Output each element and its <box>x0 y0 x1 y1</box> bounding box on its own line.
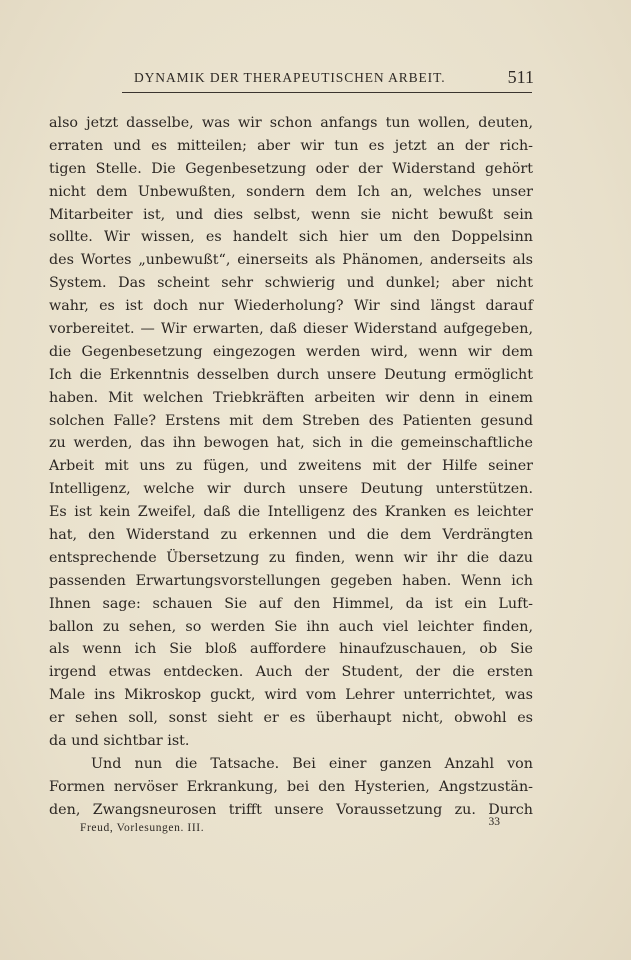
text-line: irgend etwas entdecken. Auch der Student, der die ersten <box>49 664 533 681</box>
text-line: Mitarbeiter ist, und dies selbst, wenn sie nicht bewußt sein <box>49 206 533 223</box>
text-line: vorbereitet. — Wir erwarten, daß dieser Widerstand aufgegeben, <box>49 321 533 338</box>
text-line: passenden Erwartungsvorstellungen gegeben haben. Wenn ich <box>49 572 533 589</box>
text-line: entsprechende Übersetzung zu finden, wenn wir ihr die dazu <box>49 549 533 566</box>
text-line: Ich die Erkenntnis desselben durch unsere Deutung ermöglicht <box>49 366 533 383</box>
running-head <box>124 66 534 90</box>
text-line: er sehen soll, sonst sieht er es überhaupt nicht, obwohl es <box>49 710 533 727</box>
text-line: nicht dem Unbewußten, sondern dem Ich an, welches unser <box>49 183 533 200</box>
text-line: hat, den Widerstand zu erkennen und die dem Verdrängten <box>49 527 533 544</box>
paragraph-1 <box>49 112 533 753</box>
text-line: Intelligenz, welche wir durch unsere Deutung unterstützen. <box>49 481 533 498</box>
text-line: wahr, es ist doch nur Wiederholung? Wir sind längst darauf <box>49 298 533 315</box>
text-line: da und sichtbar ist. <box>49 733 190 750</box>
page-number: 511 <box>507 67 534 87</box>
sheet-number: 33 <box>488 816 500 828</box>
text-line: tigen Stelle. Die Gegenbesetzung oder der Widerstand gehört <box>49 160 533 177</box>
text-line: also jetzt dasselbe, was wir schon anfangs tun wollen, deuten, <box>49 115 533 131</box>
text-line: Es ist kein Zweifel, daß die Intelligenz des Kranken es leichter <box>49 504 533 521</box>
text-line: solchen Falle? Erstens mit dem Streben des Patienten gesund <box>49 412 533 429</box>
text-line: zu werden, das ihn bewogen hat, sich in die gemeinschaftliche <box>49 435 533 452</box>
text-line: die Gegenbesetzung eingezogen werden wird, wenn wir dem <box>49 343 533 360</box>
text-line: Und nun die Tatsache. Bei einer ganzen Anzahl von <box>91 755 533 772</box>
text-line: ballon zu sehen, so werden Sie ihn auch viel leichter finden, <box>49 618 533 635</box>
text-line: Ihnen sage: schauen Sie auf den Himmel, da ist ein Luft- <box>49 595 533 612</box>
header-rule <box>122 92 532 93</box>
text-line: des Wortes „unbewußt“, einerseits als Phänomen, anderseits als <box>49 252 533 269</box>
text-line: Formen nervöser Erkrankung, bei den Hysterien, Angstzustän- <box>49 778 533 795</box>
page-footer <box>80 816 500 840</box>
text-line: haben. Mit welchen Triebkräften arbeiten wir denn in einem <box>49 389 533 406</box>
text-line: sollte. Wir wissen, es handelt sich hier um den Doppelsinn <box>49 229 533 246</box>
text-line: System. Das scheint sehr schwierig und dunkel; aber nicht <box>49 275 533 292</box>
text-line: erraten und es mitteilen; aber wir tun es jetzt an der rich- <box>49 137 533 154</box>
printer-signature: Freud, Vorlesungen. III. <box>80 822 205 834</box>
text-line: als wenn ich Sie bloß auffordere hinaufzuschauen, ob Sie <box>49 641 533 658</box>
running-title: DYNAMIK DER THERAPEUTISCHEN ARBEIT. <box>134 70 446 85</box>
text-line: den, Zwangsneurosen trifft unsere Voraussetzung zu. Durch <box>49 801 533 818</box>
text-line: Arbeit mit uns zu fügen, und zweitens mit der Hilfe seiner <box>49 458 533 475</box>
text-line: Male ins Mikroskop guckt, wird vom Lehrer unterrichtet, was <box>49 687 533 704</box>
paragraph-2 <box>49 753 533 822</box>
body-text <box>49 112 533 822</box>
